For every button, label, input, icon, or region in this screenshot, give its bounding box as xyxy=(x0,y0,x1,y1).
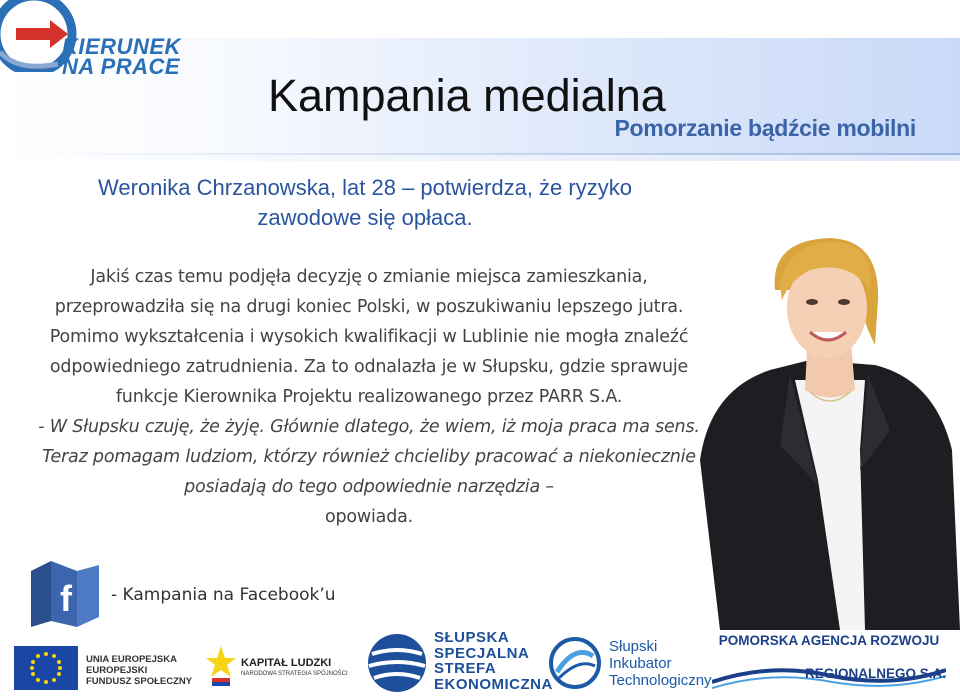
eu-line-2: EUROPEJSKI xyxy=(86,665,148,676)
article-paragraph: Jakiś czas temu podjęła decyzję o zmianie miejsca zamieszkania, przeprowadziła się na drugi koniec Polski, w poszukiwaniu lepszego jutra. Pomimo wykształcenia i wysokich kwalifikacji w Lublinie nie mogła znaleźć odpowiedniego zatrudnienia. Za to odnalazła je w Słupsku, gdzie sprawuje funkcje Kierownika Projektu realizowanego przez PARR S.A. xyxy=(49,267,689,407)
page-title: Kampania medialna xyxy=(268,70,666,121)
woman-portrait-image xyxy=(690,230,960,630)
kierunek-na-prace-logo xyxy=(0,0,200,80)
parr-line-2: REGIONALNEGO S.A. xyxy=(804,666,946,681)
ssse-text xyxy=(434,630,553,692)
article-quote: - W Słupsku czuję, że żyję. Głównie dlatego, że wiem, iż moja praca ma sens. Teraz pomagam ludziom, którzy również chcieliby pracować a niekoniecznie posiadają do tego odpowiednie narzędzia – xyxy=(38,417,700,497)
kapital-ludzki-subtitle: NARODOWA STRATEGIA SPÓJNOŚCI xyxy=(241,671,348,677)
eu-text xyxy=(86,654,192,687)
ssse-line-4: EKONOMICZNA xyxy=(434,675,553,693)
logo-text-kierunek: KIERUNEK xyxy=(62,34,181,59)
sit-line-2: Inkubator xyxy=(609,655,672,672)
article-body xyxy=(24,262,714,532)
sit-line-3: Technologiczny xyxy=(609,672,712,689)
sit-line-1: Słupski xyxy=(609,638,658,655)
svg-text:f: f xyxy=(60,578,72,619)
headline-line-1: Weronika Chrzanowska, lat 28 – potwierdza, że ryzyko xyxy=(98,175,632,200)
kapital-ludzki-star-icon xyxy=(206,644,236,688)
header-bottom-band xyxy=(0,155,960,161)
headline-line-2: zawodowe się opłaca. xyxy=(257,205,473,230)
ssse-line-2: SPECJALNA xyxy=(434,644,530,662)
eu-line-3: FUNDUSZ SPOŁECZNY xyxy=(86,676,193,687)
ssse-line-3: STREFA xyxy=(434,660,497,677)
ssse-globe-icon xyxy=(366,632,428,694)
sit-swirl-icon xyxy=(547,634,603,692)
facebook-icon[interactable] xyxy=(27,553,102,628)
facebook-caption: - Kampania na Facebook’u xyxy=(111,585,336,605)
ssse-line-1: SŁUPSKA xyxy=(434,629,510,646)
parr-line-1: POMORSKA AGENCJA ROZWOJU xyxy=(718,633,940,648)
sit-text xyxy=(609,638,712,689)
article-quote-end: opowiada. xyxy=(324,507,414,527)
kapital-ludzki-title: KAPITAŁ LUDZKI xyxy=(241,657,332,669)
article-headline xyxy=(20,173,710,233)
page-subtitle: Pomorzanie bądźcie mobilni xyxy=(614,115,916,141)
eu-line-1: UNIA EUROPEJSKA xyxy=(86,654,177,665)
eu-flag-icon xyxy=(14,646,78,690)
parr-text xyxy=(712,633,946,649)
logo-text-na-prace: NA PRACE xyxy=(62,54,181,79)
